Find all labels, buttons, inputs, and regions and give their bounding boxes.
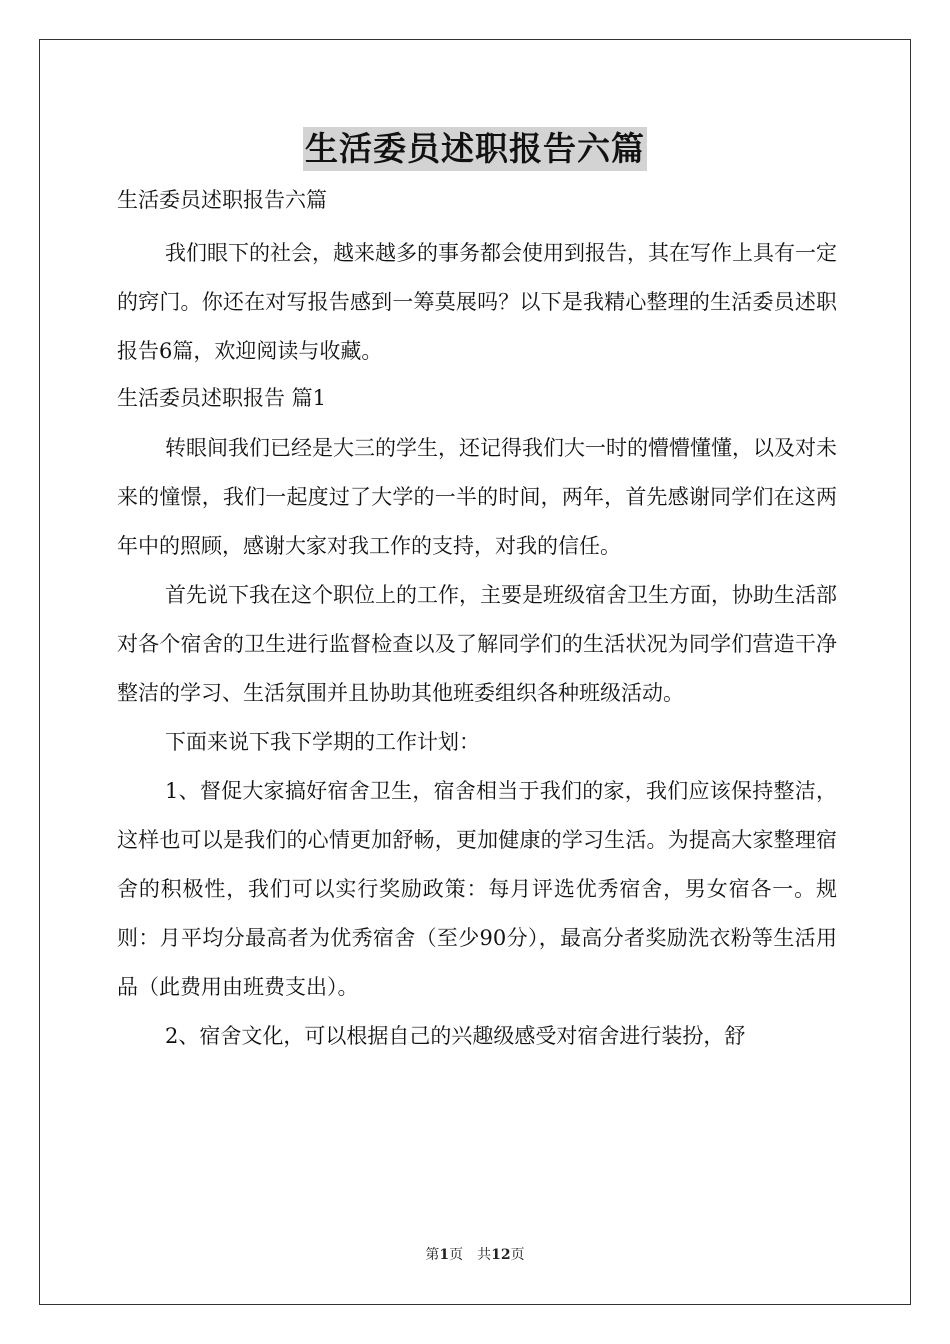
body-paragraph: 转眼间我们已经是大三的学生，还记得我们大一时的懵懵懂懂，以及对未来的憧憬，我们一起度过了大学的一半的时间，两年，首先感谢同学们在这两年中的照顾，感谢大家对我工作的支持，对我的信任。 [117,436,837,558]
document-title: 生活委员述职报告六篇 [303,127,647,171]
page-mid: 页 共 [449,1247,492,1263]
page-footer [0,1244,950,1264]
document-body [117,180,837,1061]
page-total: 12 [491,1247,511,1263]
section-heading: 生活委员述职报告 篇1 [117,386,327,410]
page-current: 1 [439,1247,450,1263]
body-paragraph: 下面来说下我下学期的工作计划： [165,730,480,754]
title-wrap [0,127,950,171]
page-suffix: 页 [510,1247,525,1263]
body-paragraph: 2、宿舍文化，可以根据自己的兴趣级感受对宿舍进行装扮，舒 [165,1024,746,1048]
page-prefix: 第 [425,1247,440,1263]
body-paragraph: 1、督促大家搞好宿舍卫生，宿舍相当于我们的家，我们应该保持整洁，这样也可以是我们的心情更加舒畅，更加健康的学习生活。为提高大家整理宿舍的积极性，我们可以实行奖励政策：每月评选优秀宿舍，男女宿各一。规则：月平均分最高者为优秀宿舍（至少90分），最高分者奖励洗衣粉等生活用品（此费用由班费支出）。 [117,779,837,999]
body-paragraph: 首先说下我在这个职位上的工作，主要是班级宿舍卫生方面，协助生活部对各个宿舍的卫生进行监督检查以及了解同学们的生活状况为同学们营造干净整洁的学习、生活氛围并且协助其他班委组织各种班级活动。 [117,583,837,705]
document-subtitle: 生活委员述职报告六篇 [117,188,327,212]
intro-paragraph: 我们眼下的社会，越来越多的事务都会使用到报告，其在写作上具有一定的窍门。你还在对写报告感到一筹莫展吗？以下是我精心整理的生活委员述职报告6篇，欢迎阅读与收藏。 [117,241,837,363]
